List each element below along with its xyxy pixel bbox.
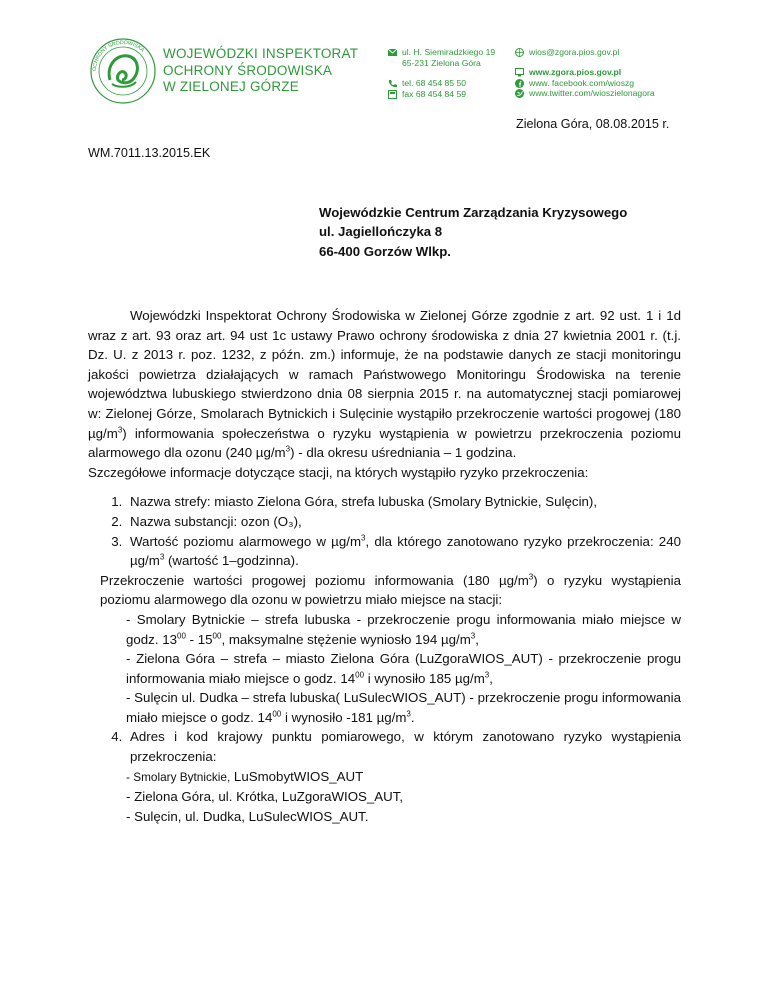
list-item: 1. Nazwa strefy: miasto Zielona Góra, strefa lubuska (Smolary Bytnickie, Sulęcin), (126, 492, 681, 512)
email-link[interactable]: wios@zgora.pios.gov.pl (529, 47, 620, 57)
twitter-link[interactable]: www.twitter.com/wioszielonagora (529, 88, 655, 98)
contact-address: ul. H. Siemiradzkiego 19 65-231 Zielona Góra (388, 47, 495, 68)
facebook-link[interactable]: www. facebook.com/wioszg (529, 77, 635, 88)
exceedance-paragraph: Przekroczenie wartości progowej poziomu informowania (180 $\mu g/m^3$) o ryzyku wystąpienia poziomu alarmowego dla ozonu w powietrzu miało miejsce na stacji: (100, 572, 681, 608)
phone-icon (388, 79, 397, 88)
recipient-address: Wojewódzkie Centrum Zarządzania Kryzysowego ul. Jagiellończyka 8 66-400 Gorzów Wlkp. (319, 205, 628, 259)
facebook-icon (515, 79, 524, 88)
address-smolary: - Smolary Bytnickie, LuSmobytWIOS_AUT (126, 768, 364, 784)
list-item: 3. Wartość poziomu alarmowego w $\mu g/m^3$, dla którego zanotowano ryzyko przekroczenia: 240 $\mu g/m^3$ (wartość 1–godzinna). (126, 532, 681, 571)
station-zielona-gora: - Zielona Góra – strefa – miasto Zielona Góra (LuZgoraWIOS_AUT) - przekroczenie progu informowania miało miejsce o godz. $14^{00}$ i wynosiło 185 $\mu g/m^3$, (126, 651, 681, 686)
organization-name: WOJEWÓDZKI INSPEKTORAT OCHRONY ŚRODOWISKA W ZIELONEJ GÓRZE (163, 46, 359, 94)
contact-email (515, 47, 619, 58)
list-item: 2. Nazwa substancji: ozon (O₃), (126, 512, 681, 532)
letter-body (88, 306, 681, 826)
station-smolary: - Smolary Bytnickie – strefa lubuska - przekroczenie progu informowania miało miejsce w godz. $13^{00} - 15^{00}$, maksymalne stężenie wyniosło 194 $\mu g/m^3$, (126, 611, 681, 647)
wios-logo (88, 36, 158, 106)
www-link[interactable]: www.zgora.pios.gov.pl (529, 67, 622, 77)
address-sulecin: - Sulęcin, ul. Dudka, LuSulecWIOS_AUT. (126, 808, 369, 824)
details-list-continued (88, 727, 681, 766)
envelope-icon (388, 48, 397, 57)
document-date: Zielona Góra, 08.08.2015 r. (516, 117, 670, 131)
details-intro: Szczegółowe informacje dotyczące stacji, na których wystąpiło ryzyko przekroczenia: (88, 464, 589, 480)
reference-number: WM.7011.13.2015.EK (88, 146, 211, 160)
station-sulecin: - Sulęcin ul. Dudka – strefa lubuska( LuSulecWIOS_AUT) - przekroczenie progu informowania miało miejsce o godz. $14^{00}$ i wynosiło -181 $\mu g/m^3$. (126, 690, 681, 725)
twitter-icon (515, 89, 524, 98)
address-zielona-gora: - Zielona Góra, ul. Krótka, LuZgoraWIOS_AUT, (126, 789, 404, 805)
monitor-icon (515, 68, 524, 77)
contact-web (515, 67, 655, 99)
main-paragraph: Wojewódzki Inspektorat Ochrony Środowiska w Zielonej Górze zgodnie z art. 92 ust. 1 i 1d wraz z art. 93 oraz art. 94 ust 1c ustawy Prawo ochrony środowiska z dnia 27 kwietnia 2001 r. (t.j. Dz. U. z 2013 r. poz. 1232, z późn. zm.) informuje, że na podstawie danych ze stacji monitoringu jakości powietrza działających w ramach Państwowego Monitoringu Środowiska na terenie województwa lubuskiego stwierdzono dnia 08 sierpnia 2015 r. na automatycznej stacji pomiarowej w: Zielonej Górze, Smolarach Bytnickich i Sulęcinie wystąpiło przekroczenie wartości progowej (180 $\mu g/m^3$) informowania społeczeństwa o ryzyku wystąpienia w powietrzu przekroczenia poziomu alarmowego dla ozonu (240 $\mu g/m^3$) - dla okresu uśredniania – 1 godzina. (88, 308, 681, 461)
globe-icon (515, 48, 524, 57)
details-list (88, 492, 681, 570)
svg-text:OCHRONY ŚRODOWISKA: OCHRONY ŚRODOWISKA (91, 39, 146, 72)
contact-phone: tel. 68 454 85 50 fax 68 454 84 59 (388, 78, 466, 99)
list-item: 4. Adres i kod krajowy punktu pomiarowego, w którym zanotowano ryzyko wystąpienia przekroczenia: (126, 727, 681, 766)
fax-icon (388, 90, 397, 99)
